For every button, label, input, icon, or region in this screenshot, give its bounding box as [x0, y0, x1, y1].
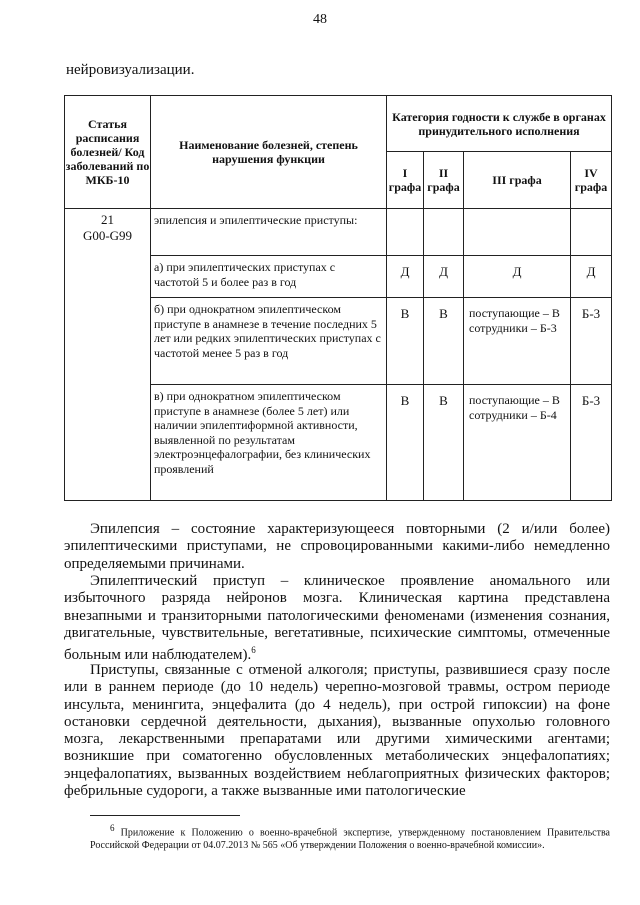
header-category: Категория годности к службе в органах принудительного исполнения — [387, 96, 612, 152]
paragraph-provoked-seizures: Приступы, связанные с отменой алкоголя; приступы, развившиеся сразу после или в раннем периоде (до 10 недель) черепно-мозговой травмы, остром периоде инсульта, менингита, энцефалита (до 4 недель), при острой гипоксии) на фоне остановки сердечной деятельности, дыхания), вызванные опухолью головного мозга, лекарственными препаратами или другими химическими агентами; возникшие при соматогенно обусловленных метаболических энцефалопатиях; энцефалопатиях, вызванных воздействием неблагоприятных физических факторов; фебрильные судороги, а также вызванные ими патологические — [64, 662, 610, 800]
table-row — [65, 209, 612, 256]
row-name: в) при однократном эпилептическом приступе в анамнезе (более 5 лет) или наличии эпилептиформной активности, выявленной по результатам электроэнцефалографии, без клинических проявлений — [151, 385, 387, 501]
row-name: а) при эпилептических приступах с частотой 5 и более раз в год — [151, 256, 387, 298]
header-name: Наименование болезней, степень нарушения функции — [151, 96, 387, 209]
header-graph-3: III графа — [464, 152, 571, 209]
row-name: эпилепсия и эпилептические приступы: — [151, 209, 387, 256]
header-article: Статья расписания болезней/ Код заболеваний по МКБ-10 — [65, 96, 151, 209]
article-number: 21 — [101, 212, 114, 227]
row-g3 — [464, 209, 571, 256]
row-g2 — [424, 209, 464, 256]
row-g2: В — [424, 385, 464, 501]
header-graph-1: I графа — [387, 152, 424, 209]
paragraph-seizure-text: Эпилептический приступ – клиническое проявление аномального или избыточного разряда нейронов мозга. Клиническая картина представлена внезапными и транзиторными патологическими феноменами (изменения сознания, двигательные, чувствительные, вегетативные, психические симптомы, отмеченные больным или наблюдателем). — [64, 573, 610, 664]
header-graph-4: IV графа — [571, 152, 612, 209]
row-g3: поступающие – В сотрудники – Б-3 — [464, 298, 571, 385]
row-g4: Д — [571, 256, 612, 298]
row-g1: В — [387, 385, 424, 501]
article-code: G00-G99 — [82, 228, 133, 243]
header-graph-2: II графа — [424, 152, 464, 209]
row-g1 — [387, 209, 424, 256]
row-name: б) при однократном эпилептическом приступе в анамнезе в течение последних 5 лет или редких эпилептических приступах с частотой менее 5 раз в год — [151, 298, 387, 385]
row-g4: Б-3 — [571, 385, 612, 501]
row-g3: Д — [464, 256, 571, 298]
row-g1: В — [387, 298, 424, 385]
page-number: 48 — [313, 12, 327, 27]
footnote-mark: 6 — [110, 823, 115, 833]
article-cell — [65, 209, 151, 501]
top-line-text: нейровизуализации. — [66, 62, 195, 78]
paragraph-seizure-definition — [64, 573, 610, 664]
footnote-text: Приложение к Положению о военно-врачебной экспертизе, утвержденному постановлением Правительства Российской Федерации от 04.07.2013 № 565 «Об утверждении Положения о военно-врачебной комиссии». — [90, 827, 610, 852]
row-g4 — [571, 209, 612, 256]
diseases-table — [64, 95, 612, 501]
row-g1: Д — [387, 256, 424, 298]
footnote-divider — [90, 815, 240, 816]
footnote-reference: 6 — [251, 645, 256, 656]
row-g3: поступающие – В сотрудники – Б-4 — [464, 385, 571, 501]
row-g2: Д — [424, 256, 464, 298]
row-g2: В — [424, 298, 464, 385]
footnote — [90, 822, 610, 852]
paragraph-epilepsy-definition: Эпилепсия – состояние характеризующееся повторными (2 и/или более) эпилептическими приступами, не спровоцированными какими-либо немедленно определяемыми причинами. — [64, 521, 610, 572]
row-g4: Б-3 — [571, 298, 612, 385]
